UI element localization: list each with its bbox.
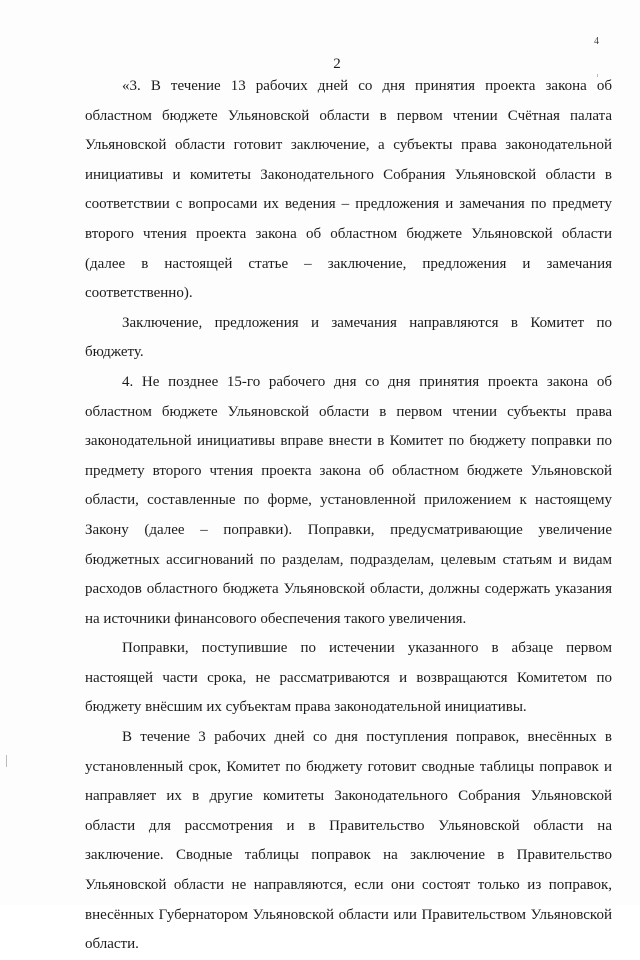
- paragraph: Заключение, предложения и замечания направляются в Комитет по бюджету.: [85, 314, 612, 361]
- paragraph: Поправки, поступившие по истечении указанного в абзаце первом настоящей части срока, не рассматриваются и возвращаются Комитетом по бюджету внёсшим их субъектам права законодательной инициативы.: [85, 640, 612, 716]
- paragraph: В течение 3 рабочих дней со дня поступления поправок, внесённых в установленный срок, Комитет по бюджету готовит сводные таблицы поправок и направляет их в другие комитеты Законодательного Собрания Ульяновской области для рассмотрения и в Правительство Ульяновской области на заключение. Сводные таблицы поправок на заключение в Правительство Ульяновской области не направляются, если они состоят только из поправок, внесённых Губернатором Ульяновской области или Правительством Ульяновской области.: [85, 729, 612, 953]
- paragraph: 4. Не позднее 15-го рабочего дня со дня принятия проекта закона об областном бюджете Ульяновской области в первом чтении субъекты права законодательной инициативы вправе внести в Комитет по бюджету поправки по предмету второго чтения проекта закона об областном бюджете Ульяновской области, составленные по форме, установленной приложением к настоящему Закону (далее – поправки). Поправки, предусматривающие увеличение бюджетных ассигнований по разделам, подразделам, целевым статьям и видам расходов областного бюджета Ульяновской области, должны содержать указания на источники финансового обеспечения такого увеличения.: [85, 373, 612, 627]
- scan-mark-left: [6, 755, 7, 767]
- page-number: 2: [333, 56, 341, 72]
- document-body: [85, 72, 612, 960]
- corner-mark: 4: [594, 36, 599, 47]
- paragraph: «3. В течение 13 рабочих дней со дня принятия проекта закона об областном бюджете Ульяновской области в первом чтении Счётная палата Ульяновской области готовит заключение, а субъекты права законодательной инициативы и комитеты Законодательного Собрания Ульяновской области в соответствии с вопросами их ведения – предложения и замечания по предмету второго чтения проекта закона об областном бюджете Ульяновской области (далее в настоящей статье – заключение, предложения и замечания соответственно).: [85, 78, 612, 302]
